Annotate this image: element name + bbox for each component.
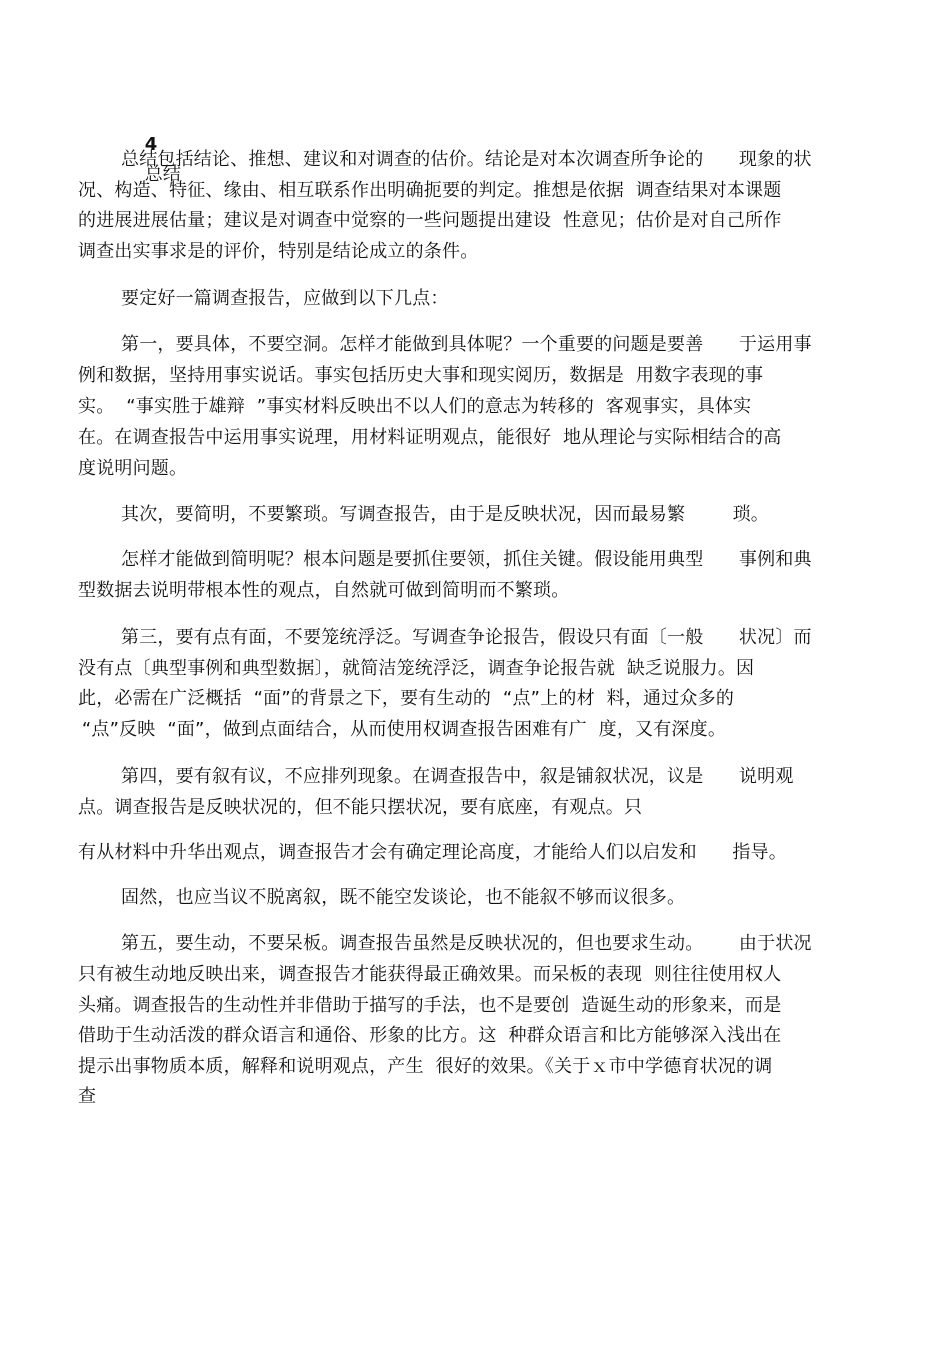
paragraph-line: 此，必需在广泛概括 “面”的背景之下，要有生动的 “点”上的材 料，通过众多的 (78, 688, 735, 709)
paragraph-line: 型数据去说明带根本性的观点，自然就可做到简明而不繁琐。 (78, 580, 570, 601)
paragraph-line: 在。在调查报告中运用事实说理，用材料证明观点，能很好 地从理论与实际相结合的高 (78, 427, 782, 448)
paragraph-line: 的进展进展估量；建议是对调查中觉察的一些问题提出建设 性意见；估价是对自己所作 (78, 210, 782, 231)
paragraph-line: “点”反映 “面”，做到点面结合，从而使用权调查报告困难有广 度，又有深度。 (70, 719, 727, 740)
paragraph-line: 第一，要具体，不要空洞。怎样才能做到具体呢？一个重要的问题是要善 于运用事 (121, 334, 812, 355)
paragraph-line: 只有被生动地反映出来，调查报告才能获得最正确效果。而呆板的表现 则往往使用权人 (78, 964, 782, 985)
paragraph-line: 提示出事物质本质，解释和说明观点，产生 很好的效果。《关于ｘ市中学德育状况的调 (78, 1056, 773, 1077)
paragraph-line: 查 (78, 1086, 97, 1107)
paragraph-line: 第五，要生动，不要呆板。调查报告虽然是反映状况的，但也要求生动。 由于状况 (121, 933, 812, 954)
section-title: 总结 (144, 164, 182, 185)
paragraph-line: 况、构造、特征、缘由、相互联系作出明确扼要的判定。推想是依据 调查结果对本课题 (78, 180, 782, 201)
paragraph-line: 没有点〔典型事例和典型数据〕，就简洁笼统浮泛，调查争论报告就 缺乏说服力。因 (78, 658, 755, 679)
paragraph-line: 其次，要简明，不要繁琐。写调查报告，由于是反映状况，因而最易繁 琐。 (121, 504, 769, 525)
paragraph-line: 要定好一篇调查报告，应做到以下几点： (121, 288, 449, 309)
paragraph-line: 总结包括结论、推想、建议和对调查的估价。结论是对本次调查所争论的 现象的状 (121, 149, 812, 170)
section-number: 4 (144, 134, 158, 155)
paragraph-line: 头痛。调查报告的生动性并非借助于描写的手法，也不是要创 造诞生动的形象来，而是 (78, 995, 782, 1016)
paragraph-line: 有从材料中升华出观点，调查报告才会有确定理论高度，才能给人们以启发和 指导。 (78, 842, 787, 863)
paragraph-line: 度说明问题。 (78, 458, 188, 479)
paragraph-line: 第四，要有叙有议，不应排列现象。在调查报告中，叙是铺叙状况，议是 说明观 (121, 766, 794, 787)
paragraph-line: 例和数据，坚持用事实说话。事实包括历史大事和现实阅历，数据是 用数字表现的事 (78, 365, 764, 386)
paragraph-line: 第三，要有点有面，不要笼统浮泛。写调查争论报告，假设只有面〔一般 状况〕而 (121, 627, 812, 648)
paragraph-line: 实。 “事实胜于雄辩 ”事实材料反映出不以人们的意志为转移的 客观事实，具体实 (78, 396, 752, 417)
paragraph-line: 固然，也应当议不脱离叙，既不能空发谈论，也不能叙不够而议很多。 (121, 887, 686, 908)
paragraph-line: 点。调查报告是反映状况的，但不能只摆状况，要有底座，有观点。只 (78, 797, 643, 818)
paragraph-line: 调查出实事求是的评价，特别是结论成立的条件。 (78, 241, 479, 262)
section-heading (121, 100, 182, 185)
paragraph-line: 借助于生动活泼的群众语言和通俗、形象的比方。这 种群众语言和比方能够深入浅出在 (78, 1025, 782, 1046)
paragraph-line: 怎样才能做到简明呢？根本问题是要抓住要领，抓住关键。假设能用典型 事例和典 (121, 549, 812, 570)
